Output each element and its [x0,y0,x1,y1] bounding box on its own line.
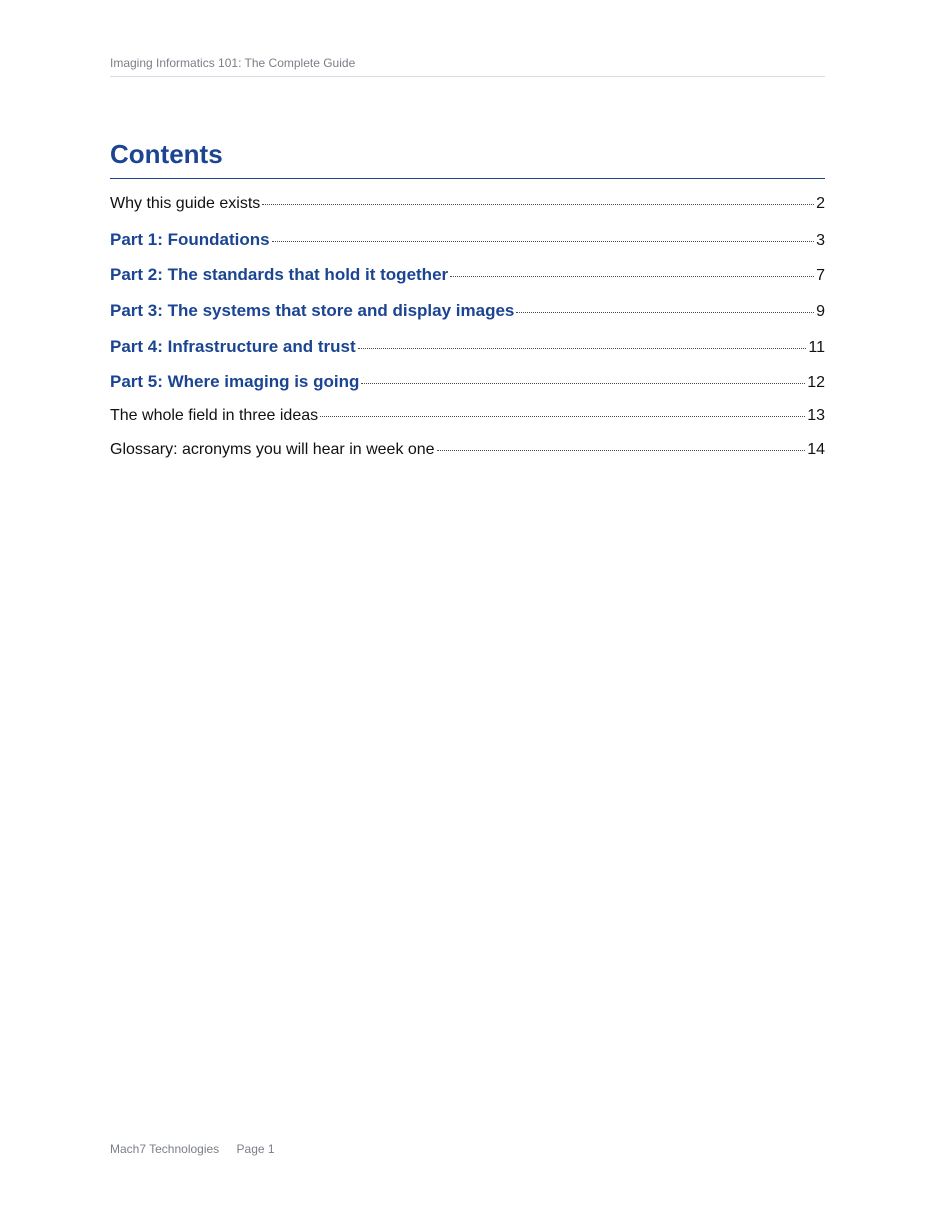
toc-entry-label: Part 3: The systems that store and display images [110,301,515,320]
footer-page-number: Page 1 [236,1142,275,1156]
toc-entry[interactable] [110,230,825,254]
toc-entry[interactable] [110,195,825,219]
toc-entry[interactable] [110,407,825,431]
toc-dot-leader [262,204,814,205]
toc-title: Contents [110,138,825,179]
toc-entry-page: 2 [816,195,825,212]
running-footer [110,1141,275,1157]
toc-entry-page: 14 [807,441,825,458]
toc-entry[interactable] [110,372,825,396]
toc-entry-page: 9 [816,303,825,320]
toc-entry-page: 7 [816,267,825,284]
toc-entry-label: Glossary: acronyms you will hear in week one [110,441,435,458]
toc-dot-leader [358,348,807,349]
toc-entry-label: The whole field in three ideas [110,407,319,424]
toc-entry[interactable] [110,441,825,465]
toc-dot-leader [450,276,814,277]
footer-company: Mach7 Technologies [110,1142,220,1156]
toc-entry-page: 3 [816,232,825,249]
toc-entry-label: Part 1: Foundations [110,230,270,249]
toc-dot-leader [516,312,814,313]
toc-entry-label: Part 5: Where imaging is going [110,372,360,391]
toc-entry[interactable] [110,337,825,361]
toc-entry[interactable] [110,265,825,289]
toc-entry[interactable] [110,301,825,325]
toc-entry-label: Why this guide exists [110,195,261,212]
toc-dot-leader [320,416,805,417]
toc-dot-leader [361,383,805,384]
toc-dot-leader [437,450,806,451]
running-header [110,55,825,77]
toc-entry-label: Part 4: Infrastructure and trust [110,337,356,356]
toc-dot-leader [272,241,814,242]
toc-entry-page: 11 [808,339,825,356]
toc-entry-page: 12 [807,374,825,391]
toc-entry-page: 13 [807,407,825,424]
toc-entry-label: Part 2: The standards that hold it together [110,265,449,284]
running-header-text: Imaging Informatics 101: The Complete Guide [110,56,356,70]
